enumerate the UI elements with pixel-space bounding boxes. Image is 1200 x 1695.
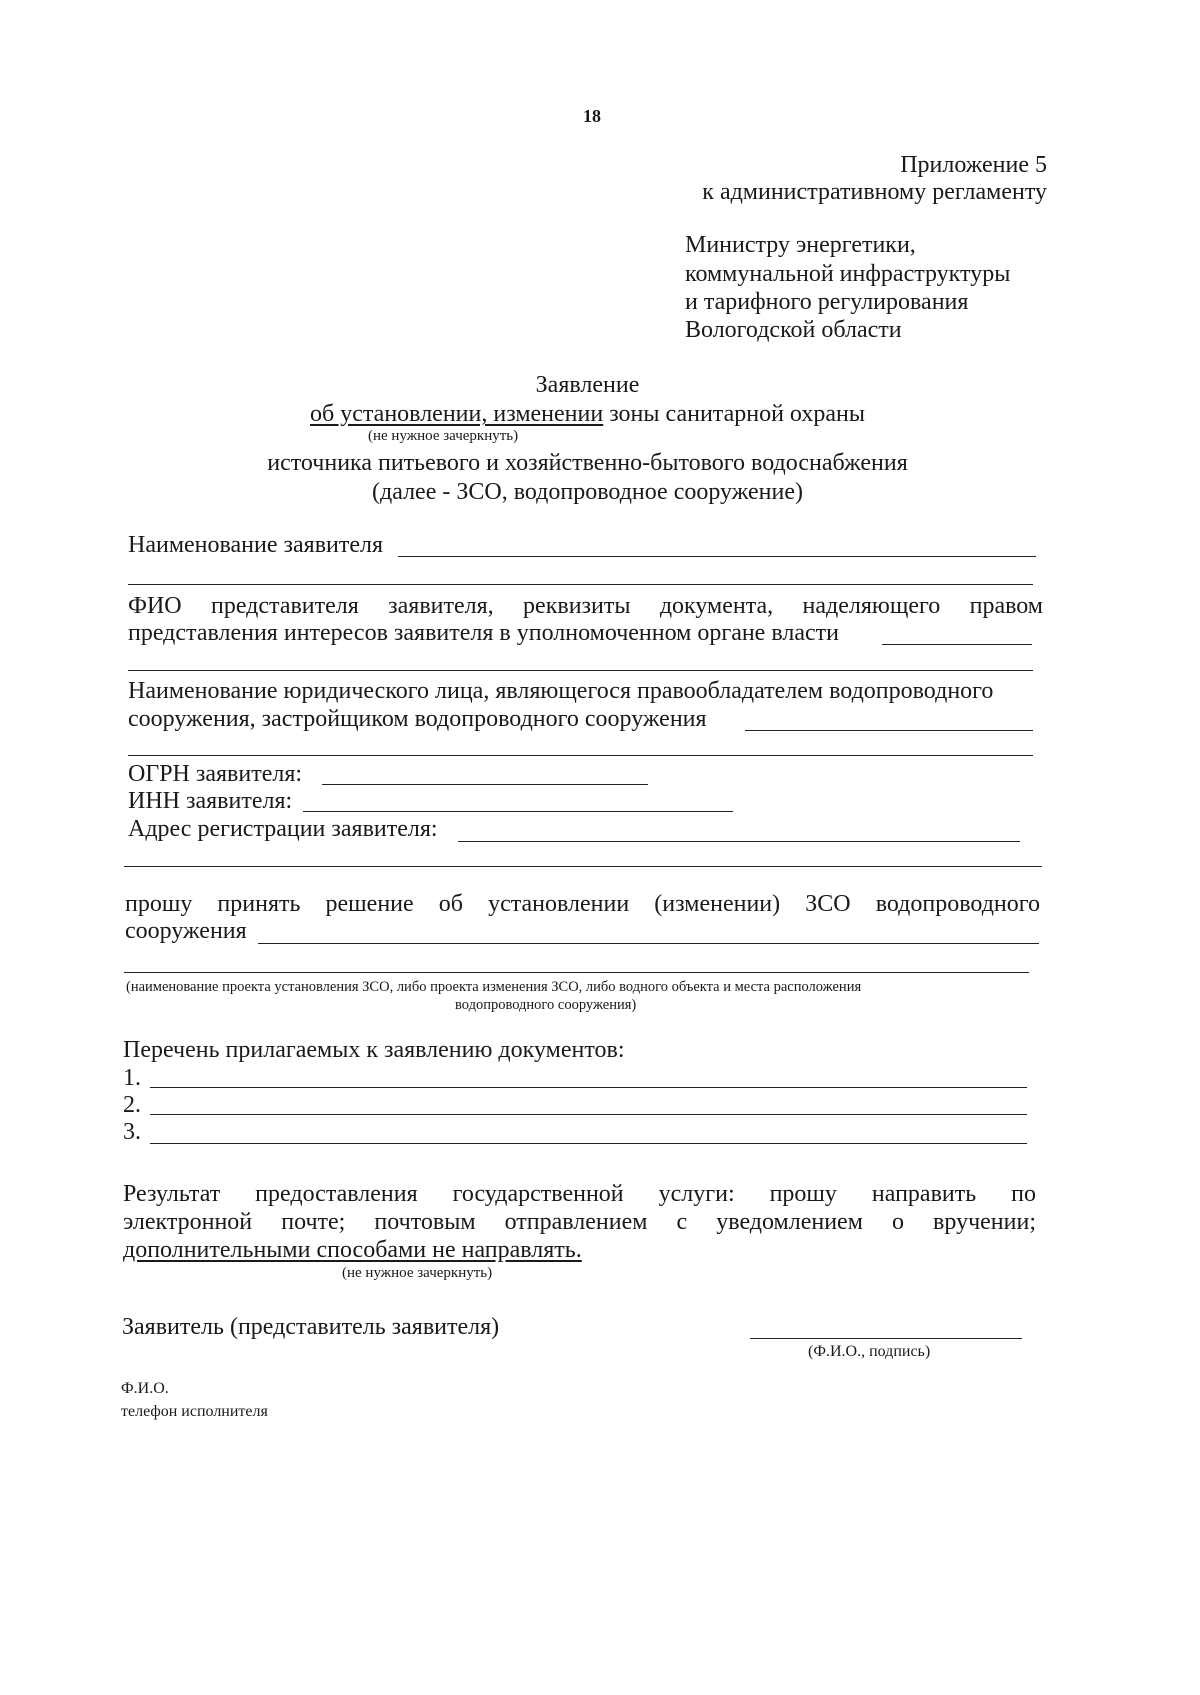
document-subtitle-2: источника питьевого и хозяйственно-бытового водоснабжения	[267, 450, 908, 476]
addressee-line-3: и тарифного регулирования	[685, 289, 969, 315]
legal-entity-field-2[interactable]	[128, 755, 1033, 756]
legal-entity-label-1: Наименование юридического лица, являющегося правообладателем водопроводного	[128, 678, 994, 704]
representative-field-2[interactable]	[128, 670, 1033, 671]
addressee-line-4: Вологодской области	[685, 317, 902, 343]
legal-entity-field[interactable]	[745, 730, 1033, 731]
attachment-field-1[interactable]	[150, 1087, 1027, 1088]
attachment-item-3: 3.	[123, 1119, 141, 1145]
request-field[interactable]	[258, 943, 1039, 944]
applicant-name-field[interactable]	[398, 556, 1036, 557]
subtitle-rest: зоны санитарной охраны	[609, 401, 865, 427]
signature-field[interactable]	[750, 1338, 1022, 1339]
page-number: 18	[583, 106, 601, 126]
request-label-2: сооружения	[125, 918, 247, 944]
representative-label-2: представления интересов заявителя в уполномоченном органе власти	[128, 620, 839, 646]
executor-fio: Ф.И.О.	[121, 1380, 169, 1397]
strike-note: (не нужное зачеркнуть)	[368, 428, 519, 444]
attachment-field-3[interactable]	[150, 1143, 1027, 1144]
appendix-line-2: к административному регламенту	[702, 179, 1047, 205]
result-line-2: электронной почте; почтовым отправлением с уведомлением о вручении;	[123, 1209, 1036, 1235]
ogrn-field[interactable]	[322, 784, 648, 785]
legal-entity-label-2: сооружения, застройщиком водопроводного сооружения	[128, 706, 707, 732]
request-field-2[interactable]	[124, 972, 1029, 973]
result-note: (не нужное зачеркнуть)	[342, 1265, 493, 1281]
request-caption-1: (наименование проекта установления ЗСО, либо проекта изменения ЗСО, либо водного объекта и места расположения	[126, 979, 862, 995]
executor-phone: телефон исполнителя	[121, 1403, 268, 1420]
attachment-item-1: 1.	[123, 1065, 141, 1091]
addressee-line-2: коммунальной инфраструктуры	[685, 261, 1011, 287]
attachments-heading: Перечень прилагаемых к заявлению документов:	[123, 1037, 625, 1063]
attachment-item-2: 2.	[123, 1092, 141, 1118]
ogrn-label: ОГРН заявителя:	[128, 761, 303, 787]
signature-caption: (Ф.И.О., подпись)	[808, 1343, 931, 1360]
request-label-1: прошу принять решение об установлении (изменении) ЗСО водопроводного	[125, 891, 1040, 917]
document-subtitle-1	[0, 400, 1175, 428]
request-caption-2: водопроводного сооружения)	[455, 997, 637, 1013]
representative-label-1: ФИО представителя заявителя, реквизиты документа, наделяющего правом	[128, 593, 1043, 619]
applicant-name-label: Наименование заявителя	[128, 532, 384, 558]
appendix-line-1: Приложение 5	[900, 152, 1047, 178]
result-line-3: дополнительными способами не направлять.	[123, 1237, 582, 1263]
address-label: Адрес регистрации заявителя:	[128, 816, 438, 842]
addressee-line-1: Министру энергетики,	[685, 232, 916, 258]
applicant-name-field-2[interactable]	[128, 584, 1033, 585]
representative-field[interactable]	[882, 644, 1032, 645]
document-subtitle-3: (далее - ЗСО, водопроводное сооружение)	[372, 479, 803, 505]
address-field[interactable]	[458, 841, 1020, 842]
address-field-2[interactable]	[124, 866, 1042, 867]
attachment-field-2[interactable]	[150, 1114, 1027, 1115]
inn-label: ИНН заявителя:	[128, 788, 293, 814]
subtitle-underlined: об установлении, изменении	[310, 401, 604, 427]
inn-field[interactable]	[303, 811, 733, 812]
document-title: Заявление	[535, 372, 640, 398]
result-line-1: Результат предоставления государственной услуги: прошу направить по	[123, 1181, 1036, 1207]
signature-label: Заявитель (представитель заявителя)	[122, 1314, 500, 1340]
